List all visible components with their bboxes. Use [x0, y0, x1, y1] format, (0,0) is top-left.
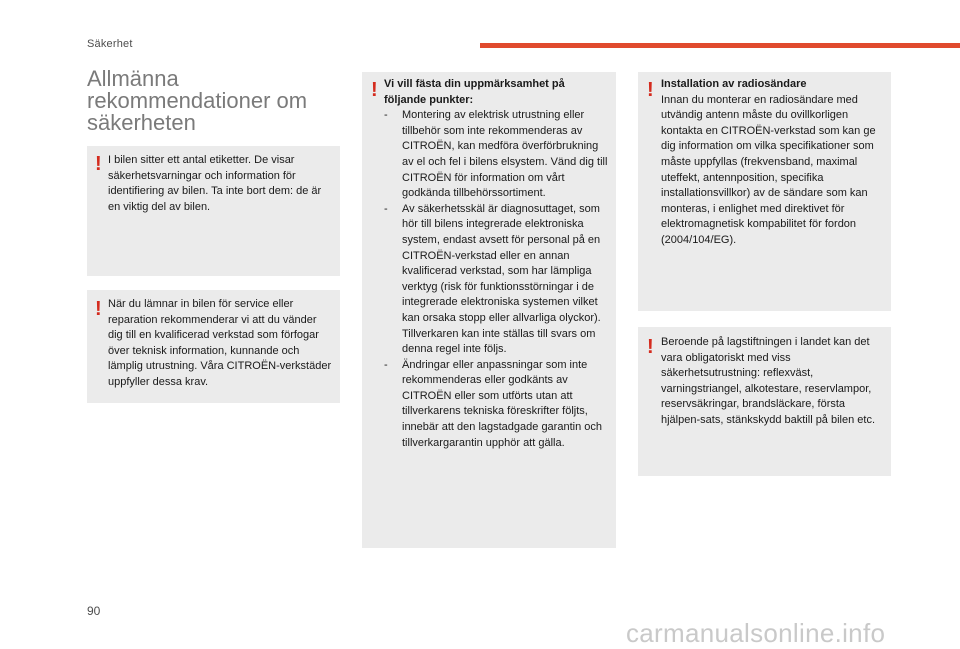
warning-box-radio — [638, 72, 891, 311]
warning-heading: Installation av radiosändare — [661, 78, 807, 90]
page-number: 90 — [87, 604, 101, 618]
warning-heading: Vi vill fästa din uppmärksamhet på följande punkter: — [384, 78, 565, 106]
warning-exclamation-icon: ! — [95, 153, 102, 175]
watermark: carmanualsonline.info — [626, 618, 886, 648]
warning-text: Beroende på lagstiftningen i landet kan det vara obligatoriskt med viss säkerhetsutrustning: reflexväst, varningstriangel, alkotestare, reservlampor, reservsäkringar, brandsläckare, första hjälpen-sats, stänkskydd baktill på bilen etc. — [661, 336, 876, 426]
page-title-line: säkerheten — [87, 110, 196, 135]
warning-exclamation-icon: ! — [647, 79, 654, 101]
warning-box-safety-equipment — [638, 327, 891, 476]
list-bullet: - — [384, 109, 388, 122]
list-item-text: Av säkerhetsskäl är diagnosuttaget, som hör till bilens integrerade elektroniska system, endast avsett för personal på en CITROËN-verkstad eller en annan kvalificerad verkstad, som har lämpliga verktyg (risk för funktionsstörningar i de integrerade elektroniska systemen vilket kan orsaka stopp eller allvarliga olyckor). Tillverkaren kan inte ställas till svars om denna regel inte följs. — [402, 202, 601, 356]
warning-exclamation-icon: ! — [95, 298, 102, 320]
list-item — [384, 358, 608, 452]
warning-box-equipment — [362, 72, 616, 548]
warning-text: När du lämnar in bilen för service eller reparation rekommenderar vi att du vänder dig till en kvalificerad verkstad som förfogar över teknisk information, kunnande och lämplig utrustning. Våra CITROËN-verkstäder uppfyller dessa krav. — [108, 298, 332, 388]
list-item — [384, 108, 608, 202]
list-bullet: - — [384, 358, 388, 371]
section-label: Säkerhet — [87, 38, 133, 50]
page-title-line: Allmänna — [87, 66, 179, 91]
warning-text: Innan du monterar en radiosändare med utvändig antenn måste du ovillkorligen kontakta en CITROËN-verkstad som kan ge dig information om vilka specifikationer som måste uppfyllas (frekvensband, maximal uteffekt, antennposition, specifika installationsvillkor) av de sändare som kan monteras, i enlighet med direktivet för elektromagnetisk kompabilitet för fordon (2004/104/EG). — [661, 93, 876, 246]
warning-box-service — [87, 290, 340, 403]
warning-text: I bilen sitter ett antal etiketter. De visar säkerhetsvarningar och information för identifiering av bilen. Ta inte bort dem: de är en viktig del av bilen. — [108, 154, 322, 213]
list-item-text: Ändringar eller anpassningar som inte rekommenderas eller godkänts av CITROËN eller som utförts utan att tillverkarens tekniska föreskrifter följts, innebär att den lagstadgade garantin och tillverkargarantin upphör att gälla. — [402, 358, 602, 449]
page-title — [87, 68, 347, 134]
warning-exclamation-icon: ! — [371, 79, 378, 101]
warning-list — [384, 108, 608, 451]
warning-box-labels — [87, 146, 340, 276]
warning-exclamation-icon: ! — [647, 336, 654, 358]
header-accent-bar — [480, 43, 960, 48]
page-title-line: rekommendationer om — [87, 88, 308, 113]
list-item-text: Montering av elektrisk utrustning eller tillbehör som inte rekommenderas av CITROËN, kan medföra överförbrukning av el och fel i bilens elsystem. Vänd dig till CITROËN för information om vårt godkända tillbehörssortiment. — [402, 109, 608, 200]
list-item — [384, 202, 608, 358]
list-bullet: - — [384, 202, 388, 215]
